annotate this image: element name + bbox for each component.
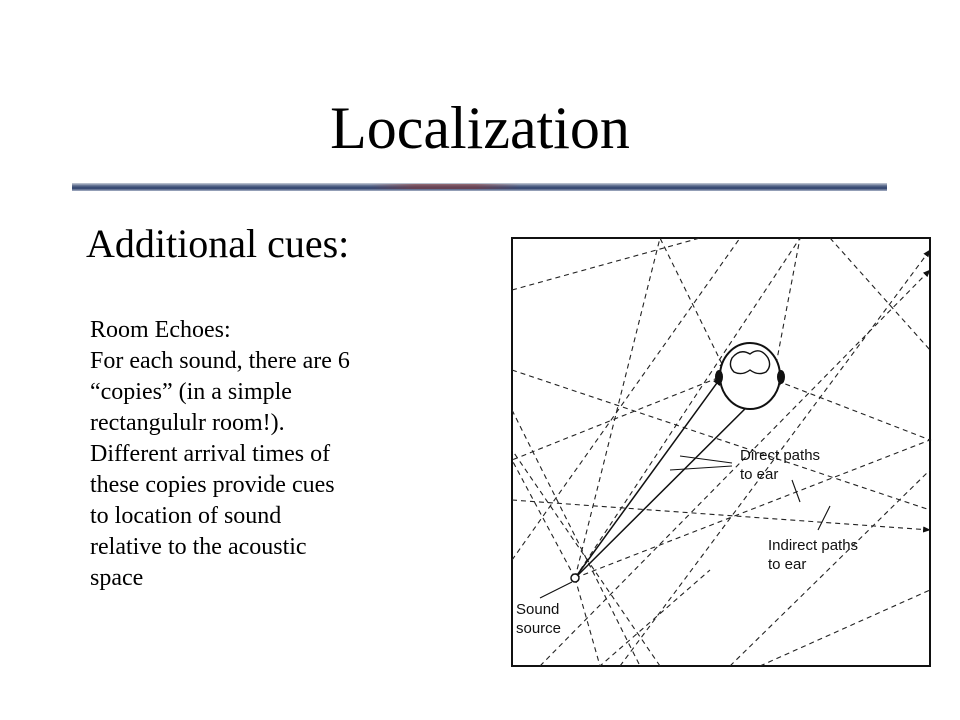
- indirect-paths: [512, 238, 930, 666]
- body-line: For each sound, there are 6: [90, 348, 350, 374]
- body-line: “copies” (in a simple: [90, 379, 292, 405]
- indirect-leader-2: [818, 506, 830, 530]
- direct-leader-2: [670, 466, 732, 470]
- body-text: [90, 315, 450, 594]
- reflection-path-top-right: [575, 238, 800, 578]
- image-path-g: [730, 470, 930, 666]
- sound-source-dot: [571, 574, 579, 582]
- image-path-e: [540, 270, 930, 666]
- body-line: space: [90, 565, 144, 591]
- image-path-d: [512, 500, 930, 530]
- listener-head: [715, 343, 785, 409]
- sound-source-label-1: Sound: [516, 601, 560, 618]
- image-path-a: [512, 370, 930, 510]
- direct-paths-label-1: Direct paths: [740, 447, 821, 464]
- slide-subheading: Additional cues:: [86, 221, 350, 266]
- direct-path-left-ear: [575, 376, 722, 578]
- reflection-path-bottom: [575, 570, 710, 666]
- label-leaders: [540, 456, 830, 598]
- sound-source-label-2: source: [516, 620, 562, 637]
- room-echo-diagram: [500, 230, 940, 670]
- body-line: Different arrival times of: [90, 441, 331, 467]
- body-line: to location of sound: [90, 503, 282, 529]
- source-leader: [540, 582, 572, 598]
- right-ear: [777, 370, 785, 384]
- indirect-paths-label-2: to ear: [768, 556, 807, 573]
- image-path-j: [760, 590, 930, 666]
- title-divider-accent: [370, 184, 520, 189]
- body-line: relative to the acoustic: [90, 534, 307, 560]
- room-walls: [512, 238, 930, 666]
- image-path-i: [830, 238, 930, 350]
- direct-leader-1: [680, 456, 732, 463]
- head-outline: [720, 343, 780, 409]
- left-ear: [715, 370, 723, 384]
- direct-paths-label-2: to ear: [740, 466, 779, 483]
- reflection-path-top: [575, 238, 725, 578]
- body-line: Room Echoes:: [90, 317, 231, 343]
- body-line: rectangululr room!).: [90, 410, 285, 436]
- room-echo-diagram-svg: [500, 230, 940, 670]
- image-path-b: [512, 238, 700, 290]
- indirect-leader-1: [792, 480, 800, 502]
- indirect-paths-label-1: Indirect paths: [768, 537, 859, 554]
- slide-title: Localization: [330, 95, 630, 161]
- body-line: these copies provide cues: [90, 472, 335, 498]
